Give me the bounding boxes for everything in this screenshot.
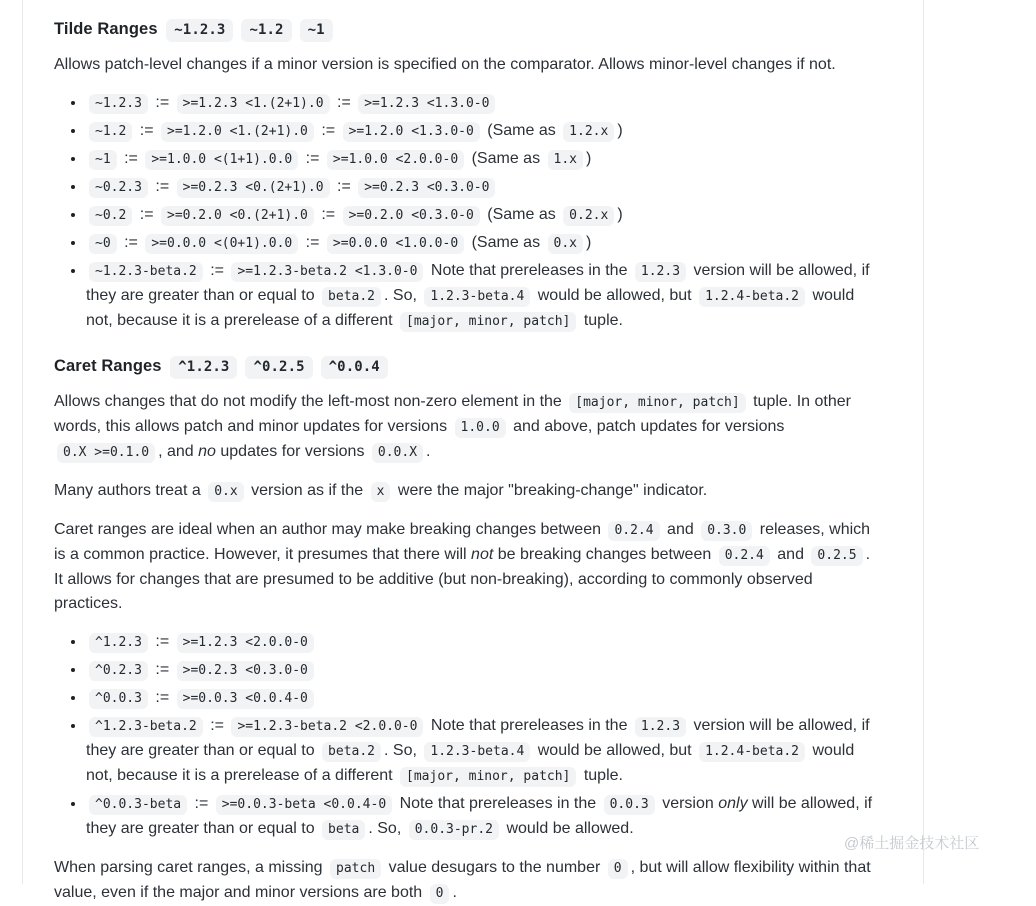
inline-code: >=0.0.3 <0.0.4-0 bbox=[177, 689, 314, 709]
list-item: • ^0.0.3-beta := >=0.0.3-beta <0.0.4-0 Note that prereleases in the 0.0.3 version only will be allowed, if they are greater than or equal to beta . So, 0.0.3-pr.2 would be allowed. bbox=[86, 792, 883, 842]
list-item: • ^0.2.3 := >=0.2.3 <0.3.0-0 bbox=[86, 658, 883, 683]
bullet-list bbox=[54, 91, 883, 334]
inline-code: >=0.0.0 <1.0.0-0 bbox=[327, 234, 464, 254]
section-heading: Tilde Ranges ~1.2.3 ~1.2 ~1 bbox=[54, 20, 883, 39]
inline-code: >=0.2.3 <0.3.0-0 bbox=[358, 178, 495, 198]
inline-code: ~0.2.3 bbox=[89, 178, 148, 198]
paragraph: Many authors treat a 0.x version as if the x were the major "breaking-change" indicator. bbox=[54, 479, 883, 504]
inline-code: 1.2.4-beta.2 bbox=[699, 742, 805, 762]
section-heading: Caret Ranges ^1.2.3 ^0.2.5 ^0.0.4 bbox=[54, 357, 883, 376]
inline-code: ~1 bbox=[300, 19, 333, 42]
article bbox=[54, 20, 883, 906]
inline-code: x bbox=[371, 482, 391, 502]
inline-code: 0 bbox=[430, 884, 450, 904]
inline-code: 0.2.4 bbox=[719, 546, 770, 566]
inline-code: 0.0.3 bbox=[604, 795, 655, 815]
inline-code: ~1.2.3 bbox=[89, 94, 148, 114]
inline-code: 0.3.0 bbox=[701, 521, 752, 541]
emphasis-text: only bbox=[718, 795, 748, 812]
inline-code: >=1.2.0 <1.(2+1).0 bbox=[161, 122, 314, 142]
content-panel bbox=[22, 0, 924, 901]
inline-code: [major, minor, patch] bbox=[569, 393, 745, 413]
inline-code: 1.2.4-beta.2 bbox=[699, 287, 805, 307]
inline-code: ~1.2.3 bbox=[166, 19, 233, 42]
inline-code: [major, minor, patch] bbox=[400, 312, 576, 332]
inline-code: 1.0.0 bbox=[455, 418, 506, 438]
inline-code: >=0.2.3 <0.3.0-0 bbox=[177, 661, 314, 681]
inline-code: ^0.2.5 bbox=[245, 356, 312, 379]
list-item: • ~0.2 := >=0.2.0 <0.(2+1).0 := >=0.2.0 <0.3.0-0 (Same as 0.2.x ) bbox=[86, 203, 883, 228]
inline-code: >=0.2.0 <0.(2+1).0 bbox=[161, 206, 314, 226]
inline-code: >=1.2.3 <1.(2+1).0 bbox=[177, 94, 330, 114]
inline-code: ^1.2.3 bbox=[170, 356, 237, 379]
inline-code: beta bbox=[322, 820, 365, 840]
inline-code: ~0.2 bbox=[89, 206, 132, 226]
inline-code: [major, minor, patch] bbox=[400, 767, 576, 787]
inline-code: 0.0.3-pr.2 bbox=[409, 820, 499, 840]
inline-code: >=0.0.0 <(0+1).0.0 bbox=[145, 234, 298, 254]
inline-code: 0.2.5 bbox=[811, 546, 862, 566]
inline-code: 0.0.X bbox=[372, 443, 423, 463]
inline-code: >=1.2.0 <1.3.0-0 bbox=[343, 122, 480, 142]
inline-code: >=1.2.3-beta.2 <1.3.0-0 bbox=[231, 262, 423, 282]
inline-code: >=1.2.3 <1.3.0-0 bbox=[358, 94, 495, 114]
inline-code: 1.2.3 bbox=[635, 262, 686, 282]
inline-code: ~1.2 bbox=[89, 122, 132, 142]
inline-code: >=1.2.3-beta.2 <2.0.0-0 bbox=[231, 717, 423, 737]
paragraph: When parsing caret ranges, a missing patch value desugars to the number 0 , but will allow flexibility within that value, even if the major and minor versions are both 0 . bbox=[54, 856, 883, 906]
inline-code: 0.2.4 bbox=[608, 521, 659, 541]
inline-code: ~0 bbox=[89, 234, 117, 254]
inline-code: 0.x bbox=[208, 482, 243, 502]
inline-code: ^0.0.3 bbox=[89, 689, 148, 709]
list-item: • ^0.0.3 := >=0.0.3 <0.0.4-0 bbox=[86, 686, 883, 711]
inline-code: >=1.0.0 <2.0.0-0 bbox=[327, 150, 464, 170]
inline-code: >=0.2.0 <0.3.0-0 bbox=[343, 206, 480, 226]
emphasis-text: no bbox=[198, 443, 216, 460]
paragraph: Caret ranges are ideal when an author may make breaking changes between 0.2.4 and 0.3.0 releases, which is a common practice. However, it presumes that there will not be breaking changes between 0.2.4 and 0.2.5 . It allows for changes that are presumed to be additive (but non-breaking), according to commonly observed practices. bbox=[54, 521, 871, 612]
inline-code: ~1.2.3-beta.2 bbox=[89, 262, 203, 282]
list-item: • ~0 := >=0.0.0 <(0+1).0.0 := >=0.0.0 <1.0.0-0 (Same as 0.x ) bbox=[86, 231, 883, 256]
inline-code: ~1.2 bbox=[241, 19, 291, 42]
inline-code: 0.x bbox=[548, 234, 583, 254]
paragraph: Allows changes that do not modify the left-most non-zero element in the [major, minor, patch] tuple. In other words, this allows patch and minor updates for versions 1.0.0 and above, patch updates for versions 0.X >=0.1.0 , and no updates for versions 0.0.X . bbox=[54, 390, 883, 465]
inline-code: ^0.2.3 bbox=[89, 661, 148, 681]
emphasis-text: not bbox=[471, 546, 494, 563]
inline-code: >=1.0.0 <(1+1).0.0 bbox=[145, 150, 298, 170]
inline-code: ~1 bbox=[89, 150, 117, 170]
paragraph: Allows patch-level changes if a minor version is specified on the comparator. Allows minor-level changes if not. bbox=[54, 56, 836, 73]
list-item: • ~0.2.3 := >=0.2.3 <0.(2+1).0 := >=0.2.3 <0.3.0-0 bbox=[86, 175, 883, 200]
inline-code: 1.2.x bbox=[563, 122, 614, 142]
inline-code: ^0.0.4 bbox=[321, 356, 388, 379]
inline-code: beta.2 bbox=[322, 287, 381, 307]
inline-code: patch bbox=[330, 859, 381, 879]
list-item: • ~1.2.3-beta.2 := >=1.2.3-beta.2 <1.3.0-0 Note that prereleases in the 1.2.3 version will be allowed, if they are greater than or equal to beta.2 . So, 1.2.3-beta.4 would be allowed, but 1.2.4-beta.2 would not, because it is a prerelease of a different [major, minor, patch] tuple. bbox=[86, 259, 883, 334]
inline-code: 0.2.x bbox=[563, 206, 614, 226]
inline-code: beta.2 bbox=[322, 742, 381, 762]
inline-code: ^1.2.3 bbox=[89, 633, 148, 653]
inline-code: >=1.2.3 <2.0.0-0 bbox=[177, 633, 314, 653]
inline-code: 1.x bbox=[548, 150, 583, 170]
bullet-list bbox=[54, 630, 883, 842]
inline-code: 0.X >=0.1.0 bbox=[57, 443, 155, 463]
inline-code: 1.2.3 bbox=[635, 717, 686, 737]
inline-code: 1.2.3-beta.4 bbox=[424, 287, 530, 307]
inline-code: 0 bbox=[608, 859, 628, 879]
watermark: @稀土掘金技术社区 bbox=[844, 835, 980, 852]
list-item: • ^1.2.3-beta.2 := >=1.2.3-beta.2 <2.0.0-0 Note that prereleases in the 1.2.3 version will be allowed, if they are greater than or equal to beta.2 . So, 1.2.3-beta.4 would be allowed, but 1.2.4-beta.2 would not, because it is a prerelease of a different [major, minor, patch] tuple. bbox=[86, 714, 883, 789]
inline-code: 1.2.3-beta.4 bbox=[424, 742, 530, 762]
list-item: • ^1.2.3 := >=1.2.3 <2.0.0-0 bbox=[86, 630, 883, 655]
inline-code: >=0.0.3-beta <0.0.4-0 bbox=[216, 795, 392, 815]
inline-code: ^0.0.3-beta bbox=[89, 795, 187, 815]
inline-code: ^1.2.3-beta.2 bbox=[89, 717, 203, 737]
list-item: • ~1.2 := >=1.2.0 <1.(2+1).0 := >=1.2.0 <1.3.0-0 (Same as 1.2.x ) bbox=[86, 119, 883, 144]
list-item: • ~1.2.3 := >=1.2.3 <1.(2+1).0 := >=1.2.3 <1.3.0-0 bbox=[86, 91, 883, 116]
list-item: • ~1 := >=1.0.0 <(1+1).0.0 := >=1.0.0 <2.0.0-0 (Same as 1.x ) bbox=[86, 147, 883, 172]
inline-code: >=0.2.3 <0.(2+1).0 bbox=[177, 178, 330, 198]
